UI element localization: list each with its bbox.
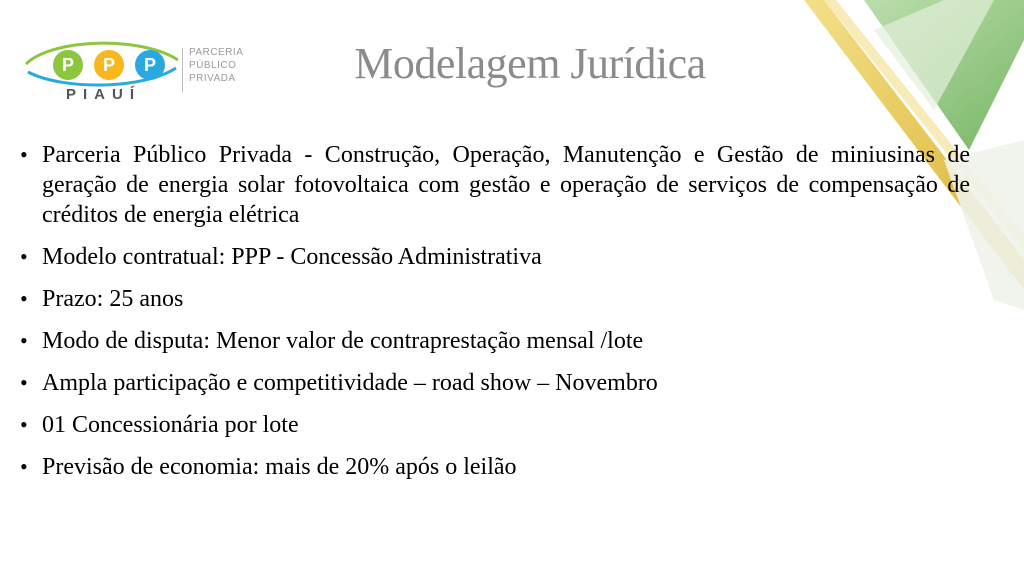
bullet-item: • Prazo: 25 anos bbox=[20, 284, 970, 314]
bullet-item: • Previsão de economia: mais de 20% após o leilão bbox=[20, 452, 970, 482]
logo-tagline bbox=[189, 46, 243, 85]
bullet-list bbox=[20, 140, 970, 494]
logo-city-name: PIAUÍ bbox=[66, 86, 142, 103]
slide-title: Modelagem Jurídica bbox=[354, 39, 706, 88]
logo-letter-p1: P bbox=[53, 50, 83, 80]
bullet-item: • 01 Concessionária por lote bbox=[20, 410, 970, 440]
ppp-piaui-logo bbox=[22, 30, 262, 110]
logo-letter-p2: P bbox=[94, 50, 124, 80]
logo-tagline-line: PARCERIA bbox=[189, 47, 244, 58]
logo-tagline-line: PÚBLICO bbox=[189, 60, 237, 71]
bullet-item: • Modelo contratual: PPP - Concessão Administrativa bbox=[20, 242, 970, 272]
bullet-item: • Parceria Público Privada - Construção, Operação, Manutenção e Gestão de miniusinas de geração de energia solar fotovoltaica com gestão e operação de serviços de compensação de créditos de energia elétrica bbox=[20, 140, 970, 230]
logo-divider bbox=[182, 48, 183, 92]
bullet-item: • Ampla participação e competitividade – road show – Novembro bbox=[20, 368, 970, 398]
logo-letter-p3: P bbox=[135, 50, 165, 80]
logo-tagline-line: PRIVADA bbox=[189, 73, 236, 84]
bullet-item: • Modo de disputa: Menor valor de contraprestação mensal /lote bbox=[20, 326, 970, 356]
